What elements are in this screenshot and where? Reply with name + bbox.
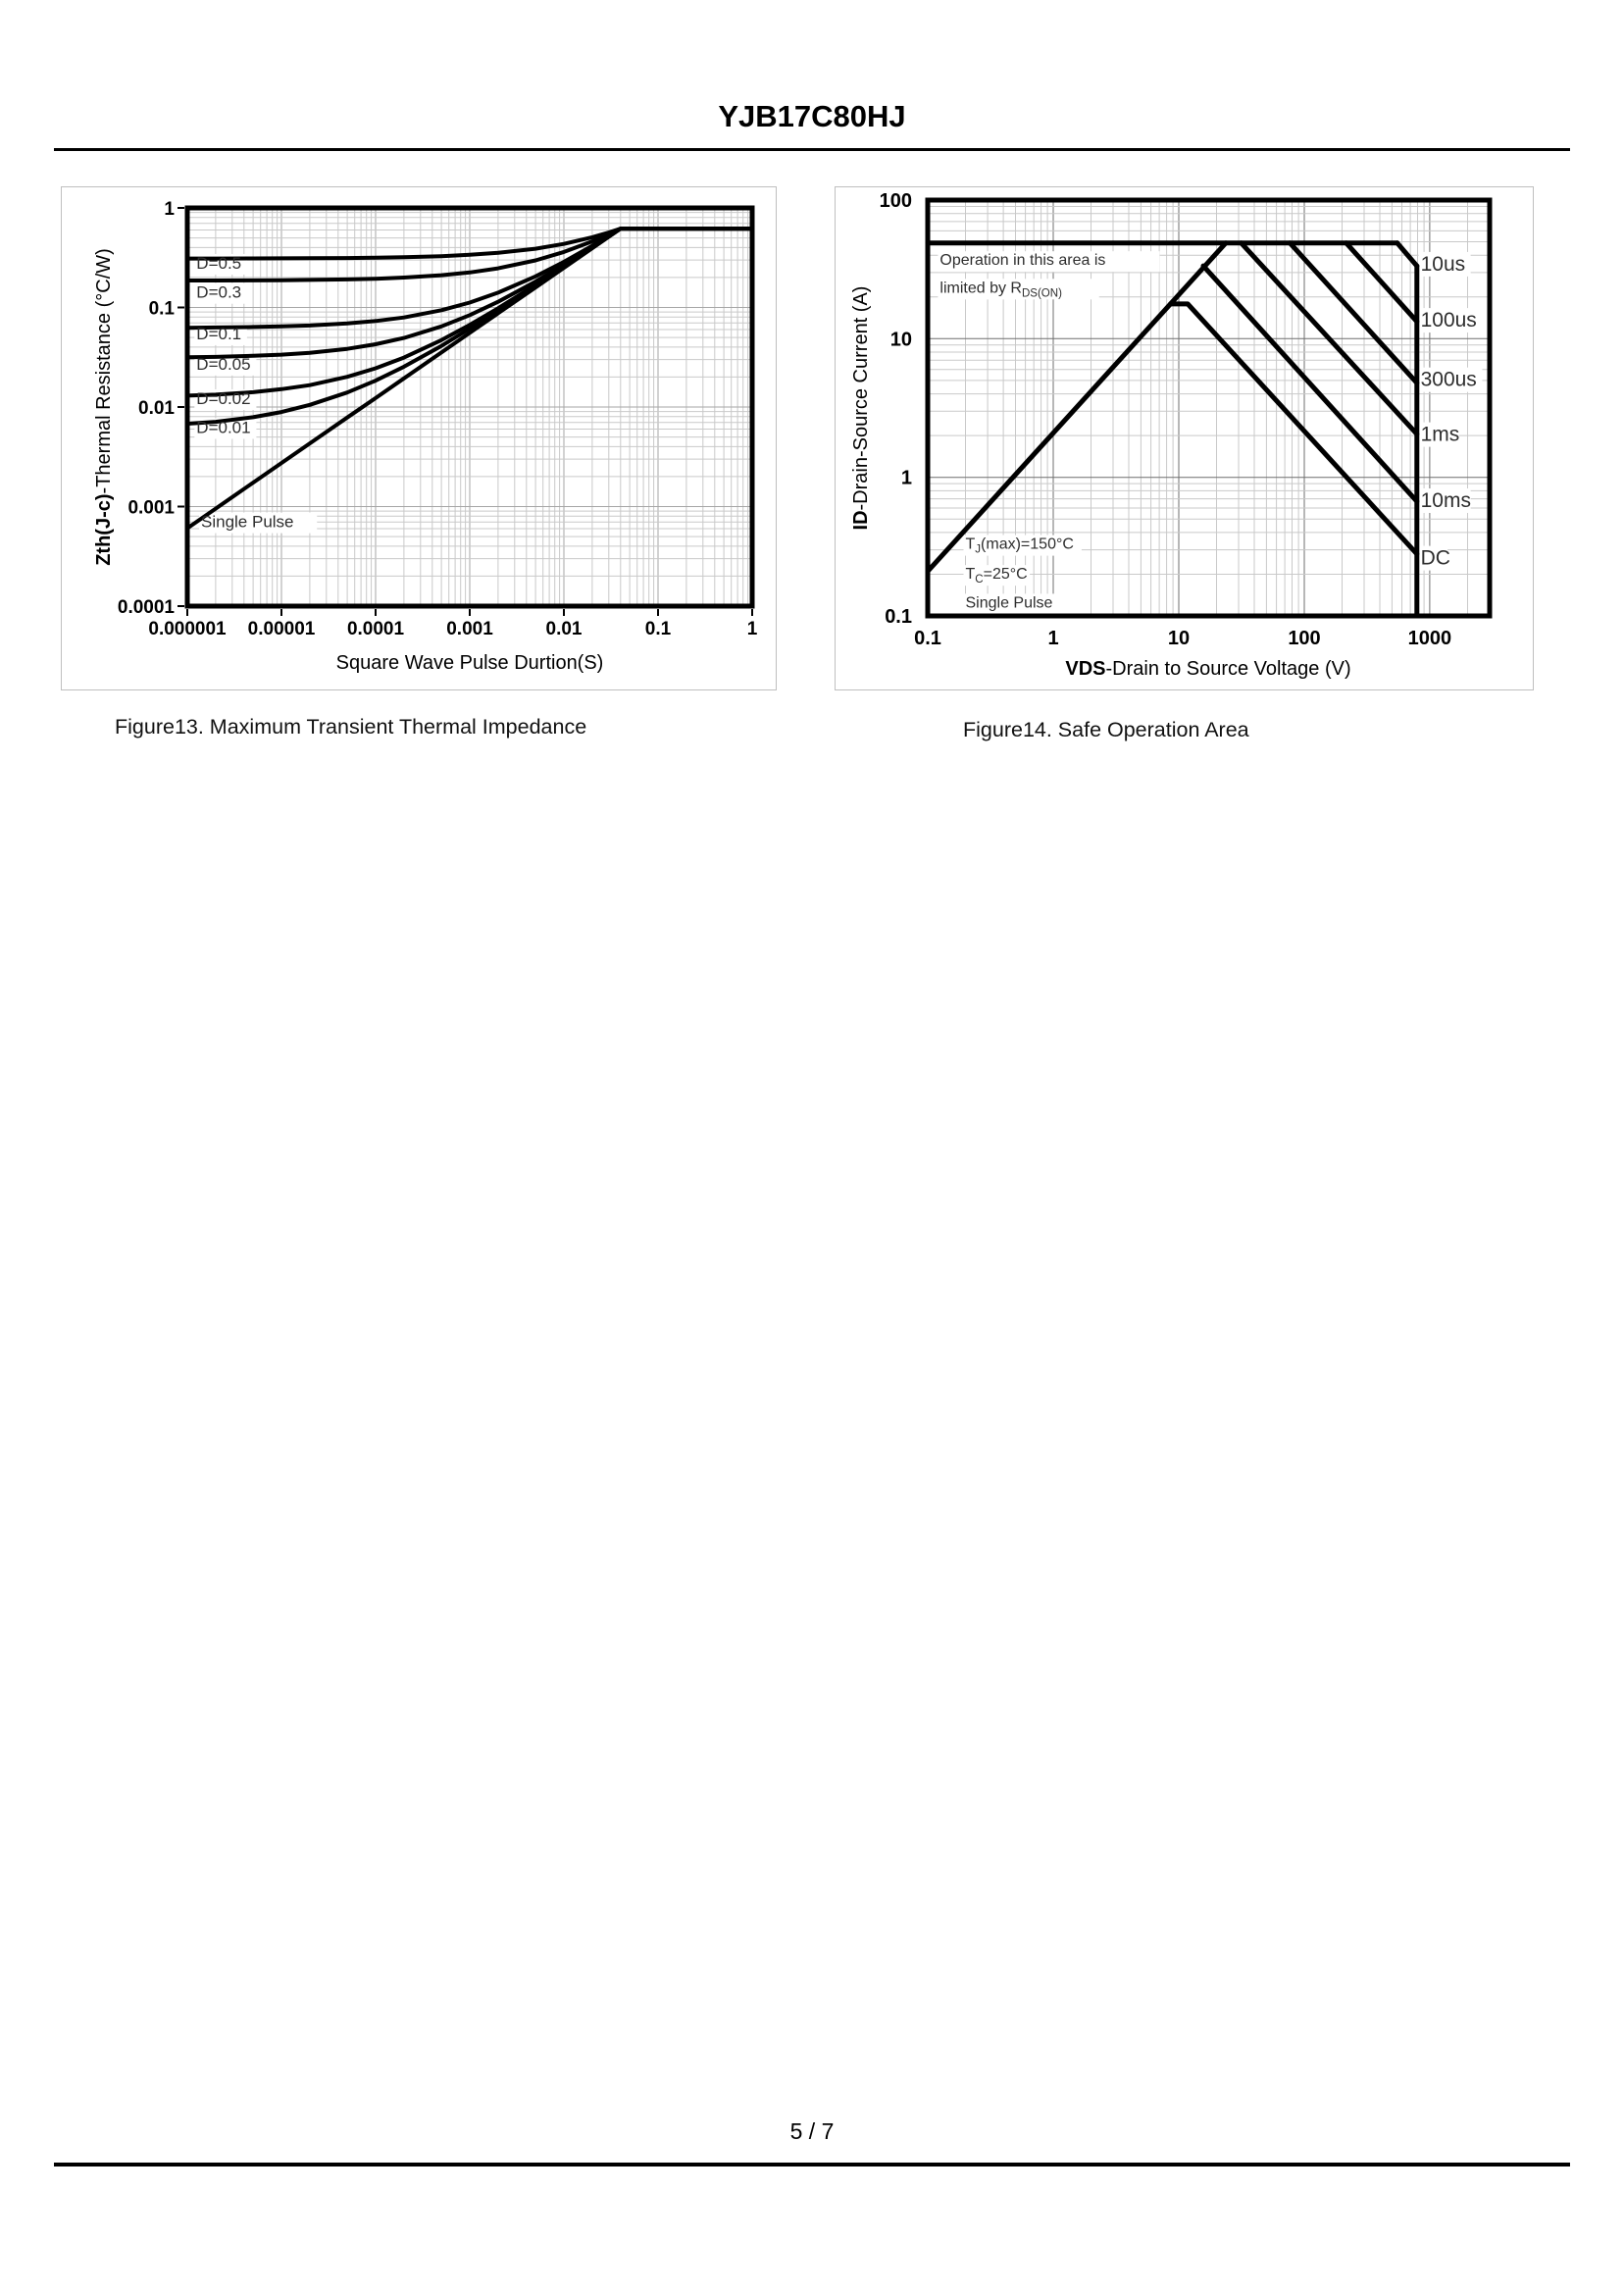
x-tick-label: 0.001 — [446, 619, 493, 639]
x-tick-label: 1 — [1047, 628, 1059, 649]
y-tick-label: 0.1 — [885, 606, 912, 628]
y-tick-label: 100 — [879, 190, 912, 212]
page-title: YJB17C80HJ — [718, 99, 906, 133]
y-tick-label: 0.0001 — [117, 597, 175, 618]
figure14-chart-svg — [836, 187, 1533, 689]
y-tick-label: 1 — [164, 199, 175, 220]
x-tick-label: 0.1 — [644, 619, 672, 639]
figure14-caption: Figure14. Safe Operation Area — [963, 718, 1249, 741]
y-axis-title: Zth(J-c)-Thermal Resistance (°C/W) — [93, 248, 115, 566]
curve-label-1ms: 1ms — [1420, 423, 1460, 446]
footer-rule — [54, 2163, 1570, 2167]
x-tick-label: 0.0001 — [346, 619, 405, 639]
annotation-1-3: $T_C=25^\circ C$ — [965, 566, 1028, 586]
curve-label-d-0-01: D=0.01 — [196, 418, 251, 437]
curve-label-d-0-5: D=0.5 — [196, 254, 242, 273]
curve-10ms — [1203, 266, 1417, 501]
curve-label-10us: 10us — [1420, 252, 1466, 276]
x-tick-label: 0.000001 — [148, 619, 227, 639]
annotation-1-4: Single Pulse — [965, 594, 1053, 612]
curve-label-single-pulse: Single Pulse — [201, 512, 294, 532]
page-number: 5 / 7 — [789, 2118, 835, 2144]
x-tick-label: 1000 — [1407, 628, 1452, 649]
y-tick-label: 0.01 — [138, 398, 175, 419]
curve-label-d-0-3: D=0.3 — [196, 282, 242, 302]
figure13-caption: Figure13. Maximum Transient Thermal Impedance — [115, 715, 587, 739]
x-tick-label: 0.1 — [914, 628, 941, 649]
y-tick-label: 10 — [889, 329, 912, 351]
y-axis-title: ID-Drain-Source Current (A) — [850, 285, 872, 531]
annotation-1-0: Operation in this area is — [939, 252, 1106, 270]
figure14-panel — [835, 186, 1534, 690]
curve-label-d-0-1: D=0.1 — [196, 324, 242, 343]
curve-label-10ms: 10ms — [1420, 489, 1471, 512]
y-tick-label: 1 — [900, 467, 912, 489]
figure13-chart-svg — [62, 187, 776, 689]
header-rule — [54, 148, 1570, 151]
x-tick-label: 1 — [746, 619, 758, 639]
y-tick-label: 0.1 — [148, 298, 175, 320]
grid — [187, 208, 752, 606]
x-tick-label: 100 — [1288, 628, 1321, 649]
x-axis-title: VDS-Drain to Source Voltage (V) — [1065, 658, 1351, 680]
x-tick-label: 0.00001 — [247, 619, 316, 639]
annotation-1-2: $T_J(\max)=150^\circ C$ — [965, 535, 1074, 556]
x-axis-title: Square Wave Pulse Durtion(S) — [335, 652, 604, 674]
y-tick-label: 0.001 — [127, 497, 175, 519]
annotation-1-1: limited by $R_{DS(ON)}$ — [939, 280, 1062, 300]
curve-label-300us: 300us — [1420, 368, 1477, 391]
curve-label-100us: 100us — [1420, 309, 1477, 332]
x-tick-label: 10 — [1167, 628, 1191, 649]
figure13-panel — [61, 186, 777, 690]
curve-label-d-0-05: D=0.05 — [196, 354, 251, 374]
curve-label-d-0-02: D=0.02 — [196, 389, 251, 408]
curve-label-dc: DC — [1420, 546, 1450, 570]
x-tick-label: 0.01 — [545, 619, 583, 639]
curve-10us — [1397, 243, 1417, 266]
